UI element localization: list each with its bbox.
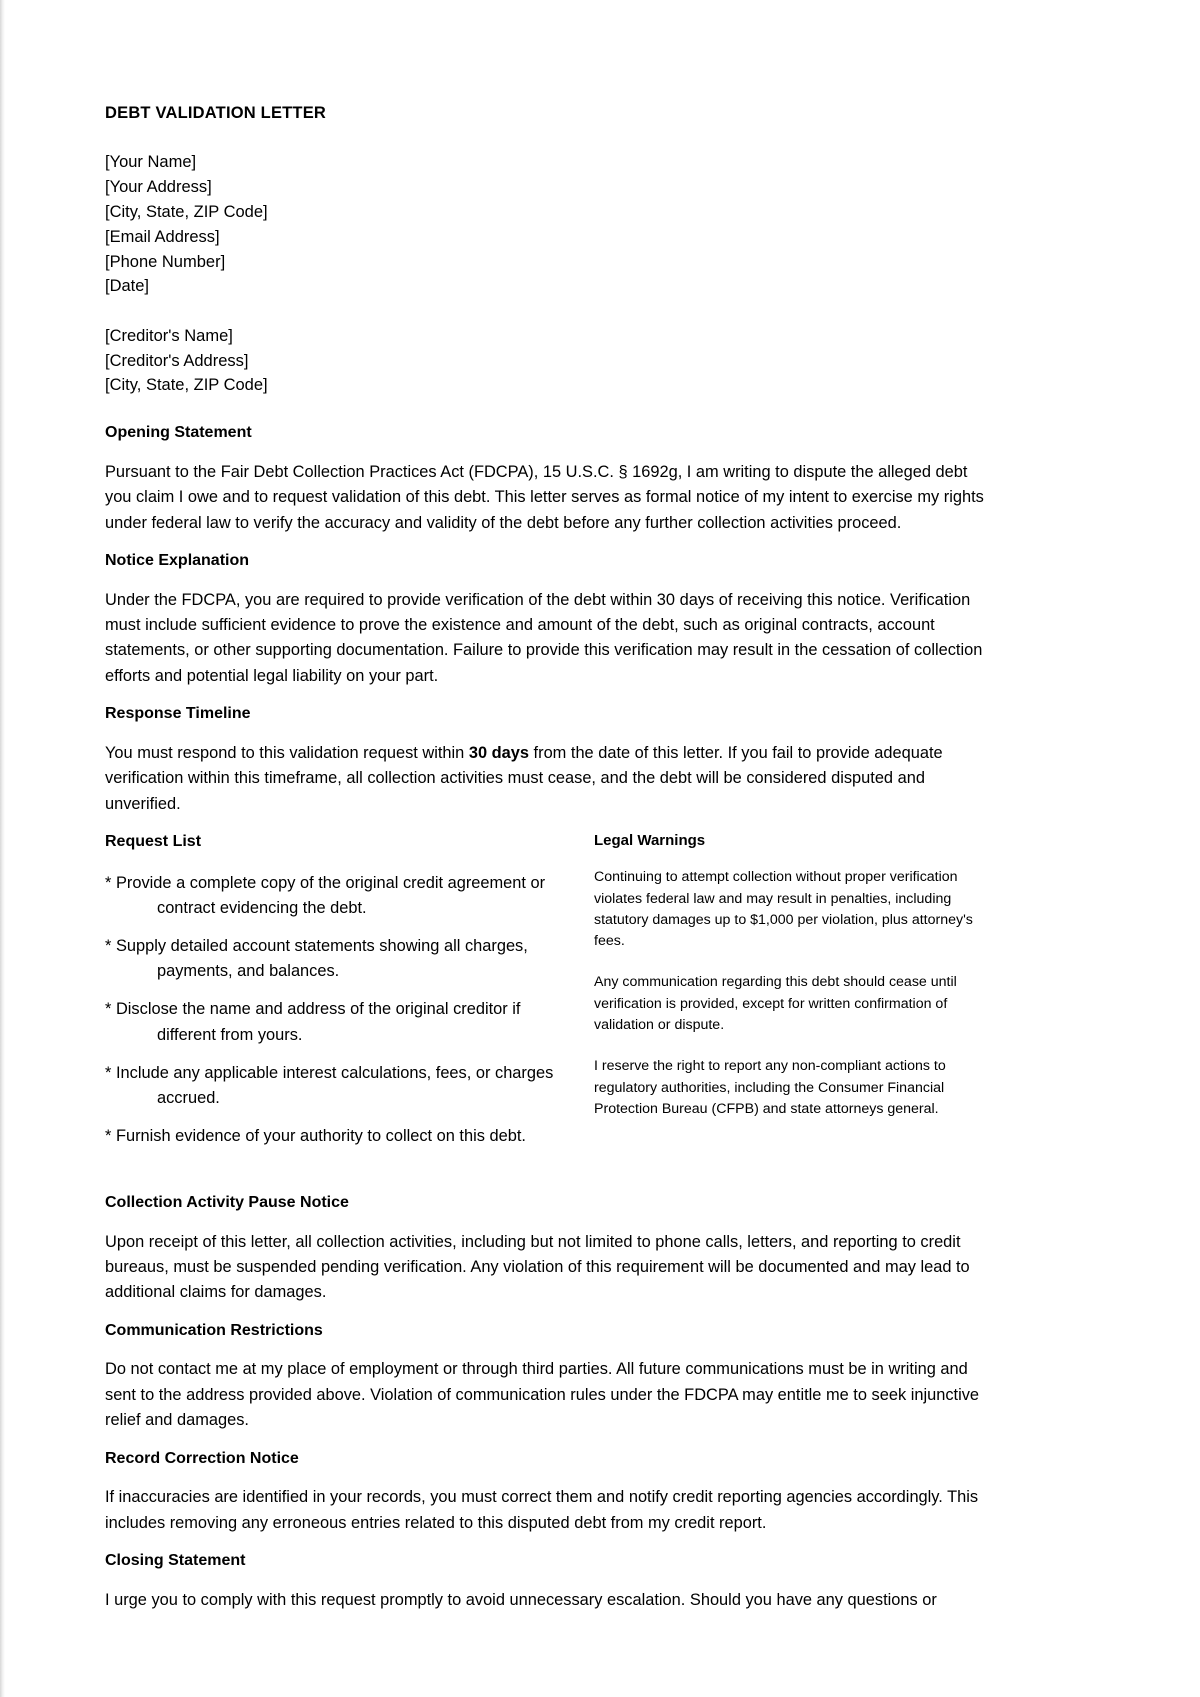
request-item-rest: creditor if different from yours. bbox=[157, 1000, 521, 1044]
request-list-item bbox=[105, 871, 565, 921]
recipient-line: [City, State, ZIP Code] bbox=[105, 376, 268, 395]
section-notice-explanation bbox=[105, 550, 997, 689]
section-heading-closing: Closing Statement bbox=[105, 1551, 246, 1569]
recipient-line: [Creditor's Address] bbox=[105, 351, 249, 370]
sender-line: [Date] bbox=[105, 277, 150, 296]
request-item-rest: charges accrued. bbox=[157, 1063, 554, 1107]
bullet-marker: * bbox=[105, 936, 112, 955]
request-item-first-line: Provide a complete copy of the original credit bbox=[115, 873, 444, 892]
section-heading-opening: Opening Statement bbox=[105, 424, 252, 442]
request-list-column bbox=[105, 831, 565, 1162]
request-item-first-line: Include any applicable interest calculations, fees, or bbox=[115, 1063, 491, 1082]
section-heading-communication: Communication Restrictions bbox=[105, 1321, 323, 1339]
request-list-item bbox=[105, 934, 565, 984]
request-item-rest: agreement or contract evidencing the debt. bbox=[157, 873, 546, 917]
request-list-item bbox=[105, 1124, 565, 1149]
paragraph-closing: I urge you to comply with this request promptly to avoid unnecessary escalation. Should you have any questions or bbox=[105, 1590, 937, 1609]
timeline-text-after: from the date of this letter. If you fail to provide adequate verification within this timeframe, all collection activities must cease, and the debt will be considered disputed and unverified. bbox=[105, 743, 943, 813]
section-response-timeline bbox=[105, 703, 997, 817]
paragraph-notice: Under the FDCPA, you are required to provide verification of the debt within 30 days of receiving this notice. Verification must include sufficient evidence to prove the existence and amount of the debt, such as original contracts, account statements, or other supporting documentation. Failure to provide this verification may result in the cessation of collection efforts and potential legal liability on your part. bbox=[105, 590, 983, 685]
section-heading-legal-warnings: Legal Warnings bbox=[594, 831, 706, 849]
sender-line: [Your Address] bbox=[105, 178, 212, 197]
section-heading-pause-notice: Collection Activity Pause Notice bbox=[105, 1193, 349, 1211]
section-heading-timeline: Response Timeline bbox=[105, 705, 251, 723]
sender-line: [Email Address] bbox=[105, 227, 220, 246]
timeline-bold-term: 30 days bbox=[468, 743, 529, 762]
address-spacer bbox=[105, 299, 997, 324]
section-record-correction bbox=[105, 1448, 997, 1536]
bullet-marker: * bbox=[105, 1063, 112, 1082]
document-title: DEBT VALIDATION LETTER bbox=[105, 104, 327, 122]
section-heading-notice: Notice Explanation bbox=[105, 551, 250, 569]
request-item-first-line: Furnish evidence of your authority to collect on this bbox=[115, 1127, 485, 1146]
request-item-first-line: Disclose the name and address of the original bbox=[115, 1000, 449, 1019]
legal-warning-paragraph: Continuing to attempt collection without proper verification violates federal law and may result in penalties, including statutory damages up to $1,000 per violation, plus attorney's fees. bbox=[594, 869, 973, 950]
sender-line: [City, State, ZIP Code] bbox=[105, 203, 268, 222]
paragraph-timeline bbox=[105, 741, 997, 817]
section-communication-restrictions bbox=[105, 1320, 997, 1434]
request-item-rest: charges, payments, and balances. bbox=[157, 936, 528, 981]
two-column-block bbox=[105, 831, 997, 1162]
section-opening-statement bbox=[105, 422, 997, 536]
paragraph-opening: Pursuant to the Fair Debt Collection Practices Act (FDCPA), 15 U.S.C. § 1692g, I am writing to dispute the alleged debt you claim I owe and to request validation of this debt. This letter serves as formal notice of my intent to exercise my rights under federal law to verify the accuracy and validity of the debt before any further collection activities proceed. bbox=[105, 462, 984, 532]
request-item-rest: debt. bbox=[489, 1127, 526, 1146]
sender-line: [Phone Number] bbox=[105, 252, 226, 271]
sender-line: [Your Name] bbox=[105, 153, 197, 172]
request-list-item bbox=[105, 1061, 565, 1111]
legal-warning-paragraph: Any communication regarding this debt should cease until verification is provided, except for written confirmation of validation or dispute. bbox=[594, 974, 957, 1033]
section-collection-pause bbox=[105, 1192, 997, 1306]
legal-warnings-column bbox=[594, 831, 999, 1120]
request-item-first-line: Supply detailed account statements showing all bbox=[115, 936, 461, 955]
recipient-line: [Creditor's Name] bbox=[105, 326, 233, 345]
legal-warning-paragraph: I reserve the right to report any non-compliant actions to regulatory authorities, including the Consumer Financial Protection Bureau (CFPB) and state attorneys general. bbox=[594, 1058, 946, 1117]
paragraph-communication: Do not contact me at my place of employment or through third parties. All future communications must be in writing and sent to the address provided above. Violation of communication rules under the FDCPA may entitle me to seek injunctive relief and damages. bbox=[105, 1360, 980, 1430]
section-heading-record-correction: Record Correction Notice bbox=[105, 1449, 299, 1467]
request-list-item bbox=[105, 997, 565, 1047]
lower-sections bbox=[105, 1192, 997, 1613]
document-content bbox=[105, 103, 997, 1627]
section-heading-request-list: Request List bbox=[105, 832, 202, 850]
bullet-marker: * bbox=[105, 873, 112, 892]
paragraph-pause-notice: Upon receipt of this letter, all collection activities, including but not limited to phone calls, letters, and reporting to credit bureaus, must be suspended pending verification. Any violation of this requirement will be documented and may lead to additional claims for damages. bbox=[105, 1232, 970, 1302]
section-closing-statement bbox=[105, 1550, 997, 1613]
paragraph-record-correction: If inaccuracies are identified in your records, you must correct them and notify credit reporting agencies accordingly. This includes removing any erroneous entries related to this disputed debt from my credit report. bbox=[105, 1488, 979, 1532]
page-left-edge-shadow bbox=[0, 0, 5, 1697]
timeline-text-before: You must respond to this validation request within bbox=[105, 743, 469, 762]
sender-address-block bbox=[105, 150, 997, 398]
bullet-marker: * bbox=[105, 1000, 112, 1019]
bullet-marker: * bbox=[105, 1127, 112, 1146]
